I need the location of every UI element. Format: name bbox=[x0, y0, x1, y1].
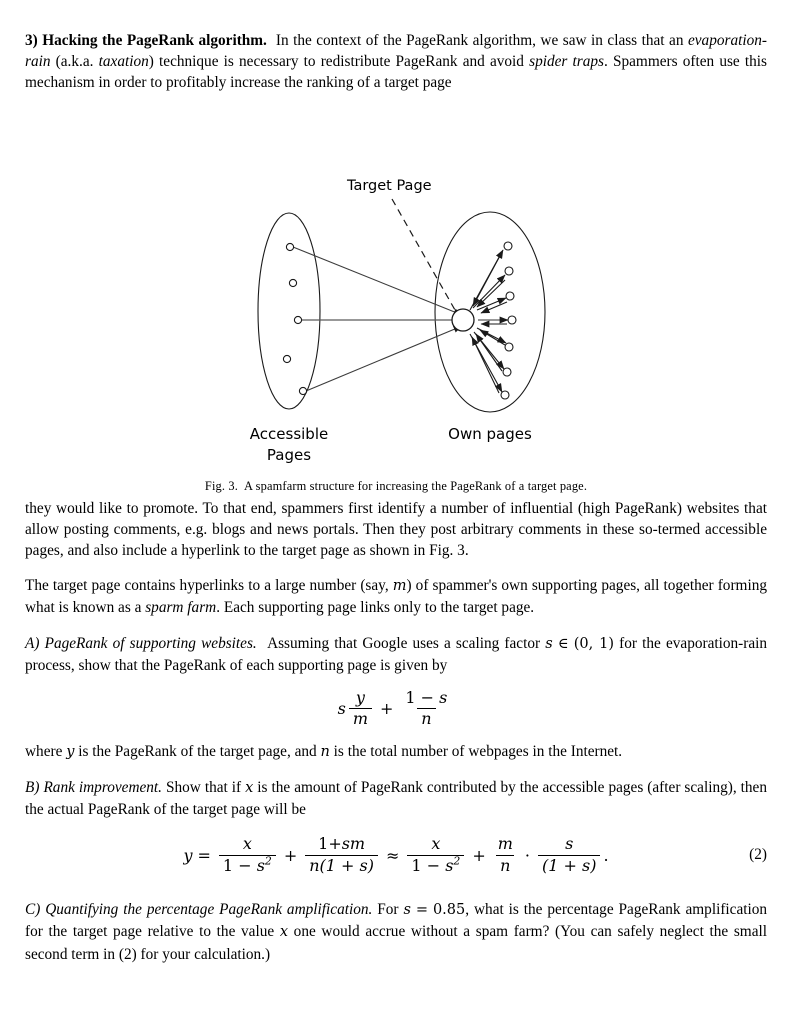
eq-b-t3-s: s bbox=[445, 855, 454, 875]
eq-b-cdot: · bbox=[524, 845, 530, 865]
figure-caption-label: Fig. 3. bbox=[204, 478, 238, 493]
target-page-label: Target Page bbox=[347, 177, 432, 194]
accessible-pages-label-line1: Accessible bbox=[249, 424, 329, 443]
link-target-to-own-2 bbox=[473, 275, 505, 308]
part-a-text-b: for the evaporation-rain process, show that the PageRank of each supporting page is given by bbox=[25, 634, 768, 674]
part-a-text-a: Assuming that Google uses a scaling factor bbox=[267, 634, 546, 652]
intro-emphasis-taxation: taxation bbox=[98, 53, 149, 71]
eq-b-term4 bbox=[494, 835, 517, 875]
part-a-interval: (0, 1) bbox=[573, 635, 615, 652]
part-a-after-c: is the total number of webpages in the Internet. bbox=[329, 742, 623, 760]
paragraph-promote: they would like to promote. To that end, spammers first identify a number of influential (high PageRank) websites that allow posting comments, e.g. blogs and news portals. Then they post arbitrary comments in these so-termed accessible pages, and also include a hyperlink to the target page as shown in Fig. 3. bbox=[25, 499, 767, 560]
eq-b-t4-denominator-n: n bbox=[496, 855, 514, 875]
link-accessible-5-to-target bbox=[306, 326, 462, 391]
figure-caption bbox=[25, 479, 767, 494]
eq-b-t3-one: 1 bbox=[411, 855, 422, 875]
part-b-label: B) bbox=[25, 779, 40, 797]
eq-b-t3-numerator-x: x bbox=[431, 834, 441, 854]
intro-segment-4: . Spammers often use this mechanism in order to profitably increase the ranking of a target page bbox=[25, 53, 767, 92]
eq-b-plus-2: + bbox=[472, 845, 486, 865]
link-own-1-to-target bbox=[473, 252, 502, 306]
link-own-3-to-target bbox=[481, 302, 507, 313]
accessible-node-5 bbox=[299, 387, 306, 394]
part-b-text-a: Show that if bbox=[166, 779, 246, 797]
part-c-paragraph bbox=[25, 899, 767, 965]
accessible-pages-label-line2: Pages bbox=[266, 445, 312, 464]
eq-b-t1-s: s bbox=[256, 855, 265, 875]
eq-a-num-one: 1 bbox=[405, 688, 416, 708]
own-pages-label: Own pages bbox=[448, 424, 532, 443]
spamfarm-diagram bbox=[25, 94, 767, 424]
part-a-symbol-s: s bbox=[545, 635, 553, 652]
part-a-equation-row bbox=[338, 689, 455, 729]
eq-b-t2-plus: + bbox=[328, 834, 342, 854]
problem-title: Hacking the PageRank algorithm. bbox=[42, 32, 267, 49]
part-b-equation bbox=[25, 835, 767, 875]
eq-b-t1-minus: − bbox=[238, 855, 252, 875]
intro-segment-3: ) technique is necessary to redistribute PageRank and avoid bbox=[148, 53, 530, 71]
part-b-symbol-x: x bbox=[245, 780, 254, 797]
eq-b-term5 bbox=[538, 835, 600, 875]
part-a-symbol-y: y bbox=[66, 743, 75, 760]
eq-b-period: . bbox=[603, 845, 609, 865]
intro-segment-1: In the context of the PageRank algorithm, we saw in class that an bbox=[275, 32, 688, 49]
problem-intro-paragraph bbox=[25, 30, 767, 94]
part-c-title: Quantifying the percentage PageRank amplification. bbox=[45, 901, 373, 919]
eq-b-t3-denominator bbox=[407, 855, 464, 875]
eq-a-denominator-m: m bbox=[349, 708, 372, 728]
part-a-symbol-n: n bbox=[320, 743, 330, 760]
eq-b-t5-denominator: (1 + s) bbox=[538, 855, 600, 875]
eq-b-t1-numerator-x: x bbox=[242, 834, 252, 854]
eq-b-t1-denominator bbox=[219, 855, 276, 875]
p3-segment-c: . Each supporting page links only to the target page. bbox=[216, 599, 535, 617]
part-a-symbol-in: ∈ bbox=[557, 635, 569, 652]
intro-emphasis-evaporation-rain: evaporation-rain bbox=[25, 32, 767, 71]
intro-emphasis-spider-traps: spider traps bbox=[529, 53, 604, 71]
part-b-equation-row bbox=[183, 835, 608, 875]
part-a-label: A) bbox=[25, 634, 40, 652]
page-content bbox=[25, 30, 767, 965]
eq-b-t3-exponent: 2 bbox=[453, 854, 461, 868]
part-c-text-a: For bbox=[377, 901, 404, 919]
own-node-1 bbox=[504, 242, 512, 250]
equation-number-2: (2) bbox=[749, 846, 767, 864]
eq-b-term1 bbox=[219, 835, 276, 875]
part-c-text-b: , what is the percentage PageRank amplification for the target page relative to the value bbox=[25, 901, 768, 941]
eq-a-numerator-group bbox=[401, 689, 451, 708]
paragraph-sparm-farm bbox=[25, 575, 767, 618]
own-node-2 bbox=[505, 267, 513, 275]
part-a-title: PageRank of supporting websites. bbox=[44, 634, 257, 652]
eq-a-denominator-n: n bbox=[417, 708, 435, 728]
part-a-after-b: is the PageRank of the target page, and bbox=[74, 742, 321, 760]
part-c-value: 0.85 bbox=[432, 902, 466, 919]
link-own-2-to-target bbox=[477, 280, 505, 307]
part-b-title: Rank improvement. bbox=[43, 779, 162, 797]
eq-b-term2 bbox=[305, 835, 378, 875]
part-b-text-b: is the amount of PageRank contributed by the accessible pages (after scaling), then the actual PageRank of the target page will be bbox=[25, 779, 767, 819]
problem-number: 3) bbox=[25, 32, 38, 49]
accessible-pages-ellipse bbox=[258, 213, 320, 409]
eq-b-t1-exponent: 2 bbox=[264, 854, 272, 868]
target-page-node bbox=[452, 309, 474, 331]
part-c-label: C) bbox=[25, 901, 41, 919]
eq-b-term3 bbox=[407, 835, 464, 875]
own-pages-ellipse bbox=[435, 212, 545, 412]
figure-caption-text: A spamfarm structure for increasing the PageRank of a target page. bbox=[244, 478, 588, 493]
target-page-pointer-line bbox=[392, 199, 455, 310]
part-c-text-c: one would accrue without a spam farm? (You can safely neglect the small second term in (2) for your calculation.) bbox=[25, 923, 767, 963]
accessible-pages-label bbox=[223, 424, 355, 466]
link-own-5-to-target bbox=[480, 330, 505, 345]
eq-b-equals: = bbox=[197, 845, 211, 865]
eq-b-lhs-y: y bbox=[183, 845, 193, 865]
eq-a-fraction-1-minus-s-over-n bbox=[401, 689, 451, 729]
part-b-paragraph bbox=[25, 777, 767, 820]
eq-b-approx: ≈ bbox=[386, 845, 400, 865]
eq-b-t1-one: 1 bbox=[222, 855, 234, 875]
eq-b-t5-numerator-s: s bbox=[565, 834, 574, 854]
part-c-symbol-s: s bbox=[403, 902, 411, 919]
own-node-6 bbox=[503, 368, 511, 376]
part-a-equation bbox=[25, 689, 767, 729]
eq-b-t2-numerator bbox=[314, 835, 369, 854]
eq-a-fraction-y-over-m bbox=[349, 689, 372, 729]
own-node-5 bbox=[505, 343, 513, 351]
p3-symbol-m: m bbox=[392, 578, 407, 595]
part-a-where-paragraph bbox=[25, 741, 767, 763]
accessible-node-3 bbox=[294, 316, 301, 323]
p3-segment-b: ) of spammer's own supporting pages, all together forming what is known as a bbox=[25, 577, 767, 617]
accessible-node-1 bbox=[286, 243, 293, 250]
eq-b-t2-n: n bbox=[309, 855, 320, 875]
eq-b-plus-1: + bbox=[283, 845, 298, 865]
part-a-after-a: where bbox=[25, 742, 67, 760]
eq-b-t2-paren: (1 + s) bbox=[319, 855, 374, 875]
eq-a-num-minus: − bbox=[420, 688, 435, 708]
accessible-node-2 bbox=[289, 279, 296, 286]
eq-b-t2-one: 1 bbox=[318, 834, 329, 854]
eq-b-t2-sm: sm bbox=[341, 834, 366, 854]
part-c-symbol-x: x bbox=[279, 924, 289, 941]
eq-a-numerator-y: y bbox=[355, 688, 365, 708]
own-node-4 bbox=[508, 316, 516, 324]
eq-a-plus: + bbox=[379, 699, 394, 719]
part-a-paragraph bbox=[25, 633, 767, 676]
own-node-7 bbox=[501, 391, 509, 399]
intro-segment-2: (a.k.a. bbox=[50, 53, 99, 71]
eq-b-t3-minus: − bbox=[426, 855, 441, 875]
eq-a-lead-s: s bbox=[337, 699, 346, 719]
accessible-node-4 bbox=[283, 355, 290, 362]
figure-3-block bbox=[25, 94, 767, 493]
p3-segment-a: The target page contains hyperlinks to a large number (say, bbox=[25, 577, 393, 595]
own-node-3 bbox=[506, 292, 514, 300]
p3-emphasis-sparm-farm: sparm farm bbox=[145, 599, 217, 617]
eq-b-t2-denominator bbox=[305, 855, 378, 875]
eq-b-t4-numerator-m: m bbox=[497, 834, 513, 854]
eq-a-num-s: s bbox=[439, 688, 448, 708]
part-c-equals: = bbox=[415, 902, 429, 919]
